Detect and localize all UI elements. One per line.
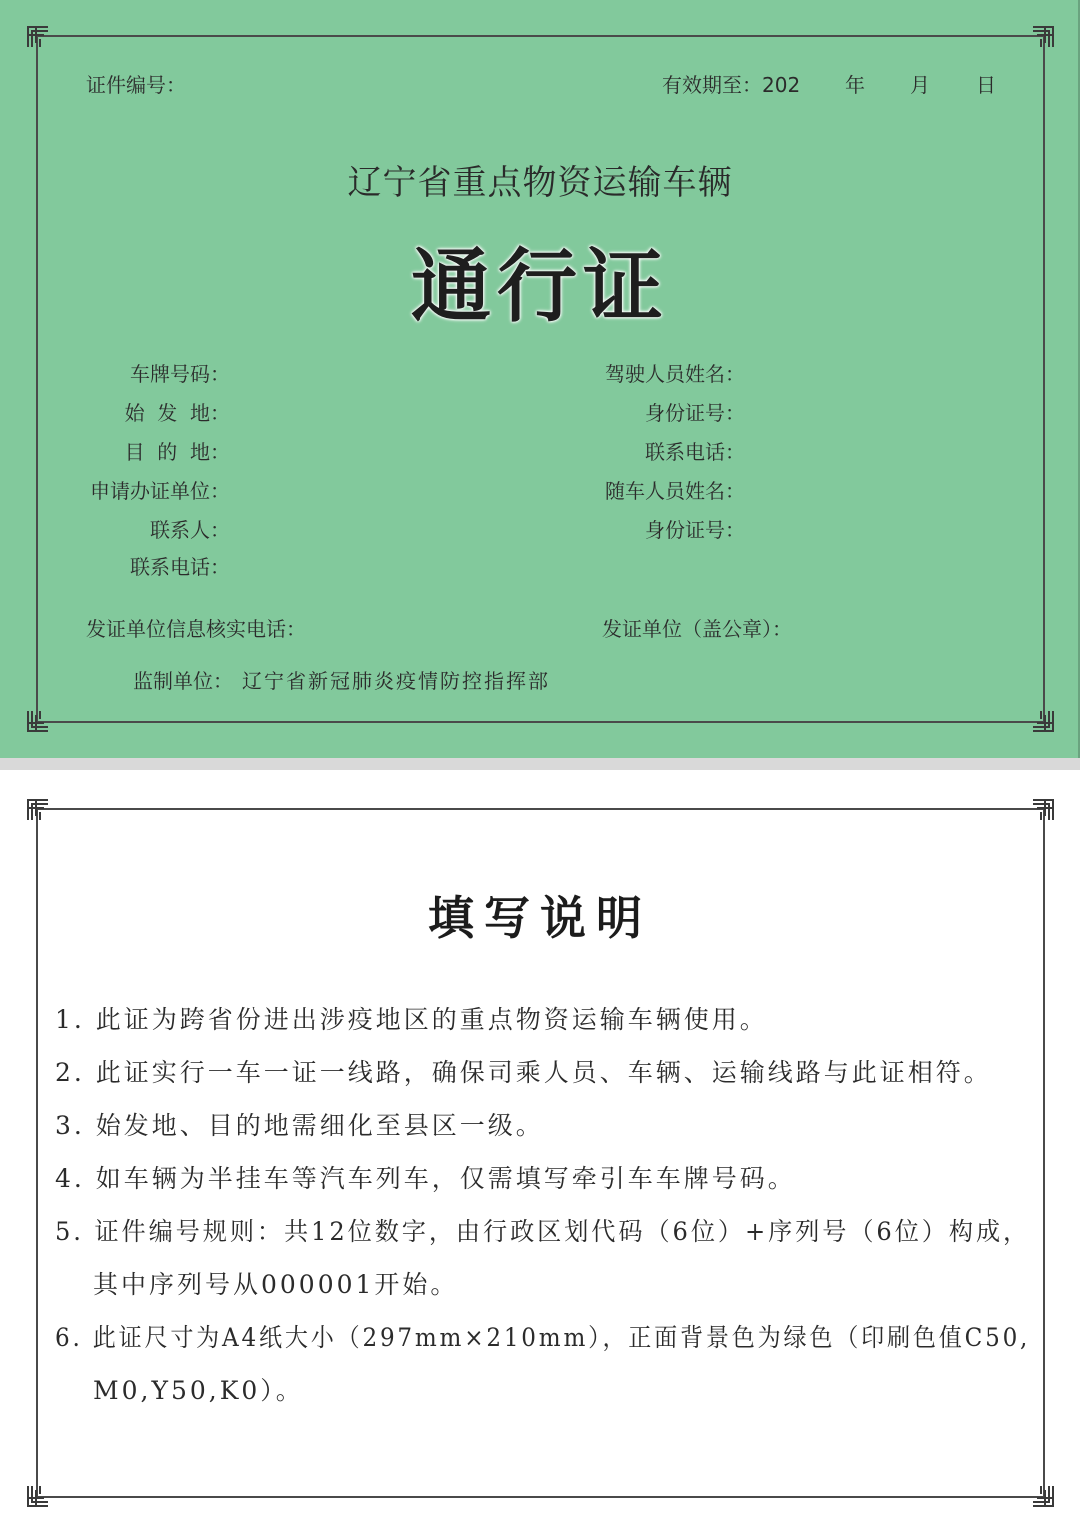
field-escort-name: 随车人员姓名： [605,479,745,503]
field-applicant-unit: 申请办证单位： [90,479,230,503]
permit-subtitle: 辽宁省重点物资运输车辆 [347,163,733,203]
issuer-label: 发证单位（盖公章）： [602,617,792,641]
corner-ornament-icon [1032,710,1054,732]
instruction-item-1: 1. 此证为跨省份进出涉疫地区的重点物资运输车辆使用。 [55,1005,768,1034]
verify-phone-label: 发证单位信息核实电话： [86,617,306,641]
field-destination: 目 的 地： [124,440,230,464]
supervisor-label: 监制单位： [133,669,233,693]
field-contact-person: 联系人： [150,518,230,542]
cert-number-label: 证件编号： [86,73,186,97]
validity-year: 年 [845,73,865,97]
supervisor-name: 辽宁省新冠肺炎疫情防控指挥部 [242,669,550,693]
instruction-item-6: 6. 此证尺寸为A4纸大小（297mm×210mm），正面背景色为绿色（印刷色值C50, [55,1323,1031,1352]
corner-ornament-icon [27,26,49,48]
field-contact-phone: 联系电话： [130,555,230,579]
field-plate-number: 车牌号码： [130,362,230,386]
instruction-item-5: 5. 证件编号规则：共12位数字，由行政区划代码（6位）+序列号（6位）构成， [55,1217,1031,1246]
instruction-item-3: 3. 始发地、目的地需细化至县区一级。 [55,1111,544,1140]
validity-month: 月 [910,73,930,97]
field-driver-id: 身份证号： [645,401,745,425]
corner-ornament-icon [1032,799,1054,821]
corner-ornament-icon [27,710,49,732]
instructions-title: 填写说明 [428,891,652,945]
field-escort-id: 身份证号： [645,518,745,542]
permit-title: 通行证 [411,240,669,333]
field-driver-name: 驾驶人员姓名： [605,362,745,386]
instruction-item-2: 2. 此证实行一车一证一线路，确保司乘人员、车辆、运输线路与此证相符。 [55,1058,992,1087]
instruction-item-5-continued: 其中序列号从000001开始。 [93,1270,459,1299]
corner-ornament-icon [27,799,49,821]
validity-day: 日 [976,73,996,97]
validity-label: 有效期至：202 [662,73,801,97]
corner-ornament-icon [1032,26,1054,48]
instruction-item-6-continued: M0,Y50,K0）。 [93,1376,304,1405]
permit-back [0,770,1080,1527]
field-origin: 始 发 地： [124,401,230,425]
field-driver-phone: 联系电话： [645,440,745,464]
permit-front [0,0,1080,758]
corner-ornament-icon [1032,1485,1054,1507]
instruction-item-4: 4. 如车辆为半挂车等汽车列车，仅需填写牵引车车牌号码。 [55,1164,796,1193]
corner-ornament-icon [27,1485,49,1507]
